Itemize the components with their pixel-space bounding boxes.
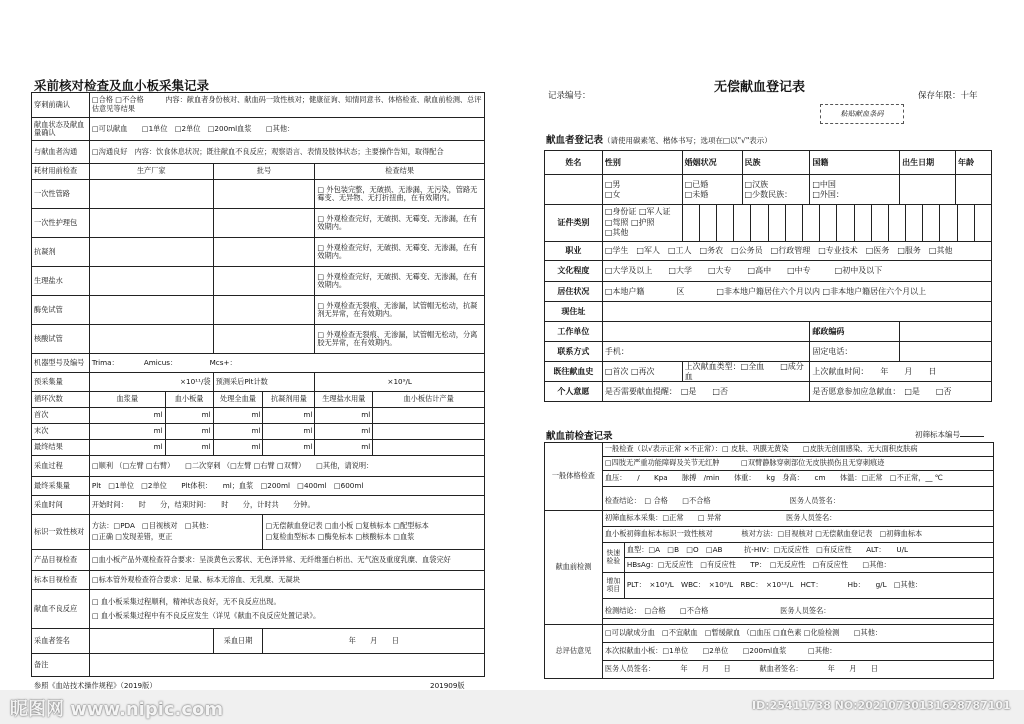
row-content: □标本管外观检查符合要求：足量、标本无溶血、无乳糜、无凝块 bbox=[89, 571, 484, 590]
table-row bbox=[32, 654, 485, 677]
row-label: 抗凝剂 bbox=[32, 238, 90, 267]
gender-option[interactable]: □男 bbox=[604, 180, 621, 190]
row-content: 预测采后Plt计数 bbox=[213, 373, 315, 392]
consumables-header bbox=[32, 164, 485, 180]
row-content: □可以献成分血 □不宜献血 □暂缓献血 （□血压 □血色素 □化验检测 □其他： bbox=[602, 625, 993, 643]
unit-text: ml bbox=[315, 408, 373, 424]
row-label: 献血前检测 bbox=[545, 511, 603, 625]
job-options[interactable]: □学生 □军人 □工人 □务农 □公务员 □行政管理 □专业技术 □医务 □服务 □其他 bbox=[602, 242, 991, 261]
header-cell: 生理盐水用量 bbox=[315, 392, 373, 408]
table-row bbox=[545, 527, 994, 543]
table-row bbox=[545, 511, 994, 527]
header-cell: 耗材用前检查 bbox=[32, 164, 90, 180]
sample-number-label: 初筛标本编号 bbox=[915, 430, 960, 439]
ethnic-option[interactable]: □少数民族： bbox=[744, 189, 793, 199]
table-row bbox=[32, 550, 485, 571]
table-row bbox=[32, 141, 485, 164]
row-label: 快速检验 bbox=[602, 543, 624, 573]
row-content: □ 外观检查完好，无破损、无霉变、无渗漏，在有效期内。 bbox=[315, 209, 485, 238]
table-row bbox=[545, 625, 994, 643]
row-content: 检查结论： □ 合格 □不合格 医务人员签名： bbox=[602, 493, 993, 511]
unit-text: ml bbox=[213, 408, 263, 424]
history-options[interactable]: □首次 □再次 bbox=[602, 362, 682, 382]
table-row bbox=[32, 477, 485, 496]
table-row bbox=[545, 661, 994, 679]
row-label: 标识一致性核对 bbox=[32, 515, 90, 550]
row-label: 机器型号及编号 bbox=[32, 354, 90, 373]
id-number-boxes[interactable] bbox=[682, 205, 991, 242]
row-content: 检测结论： □合格 □不合格 医务人员签名： bbox=[602, 605, 993, 619]
registration-table bbox=[544, 150, 992, 402]
row-content: □ 血小板采集过程顺利，精神状态良好，无不良反应出现。 bbox=[91, 596, 281, 606]
id-option[interactable]: □军人证 bbox=[638, 206, 671, 216]
row-content: □沟通良好 内容：饮食休息状况；既往献血不良反应；观察语言、表情及肢体状态；主要操作告知，取得配合 bbox=[89, 141, 484, 164]
retention-period: 保存年限：十年 bbox=[918, 91, 978, 101]
platelet-collection-table bbox=[31, 92, 485, 677]
unit-text: ml bbox=[315, 424, 373, 440]
header-cell: 出生日期 bbox=[900, 151, 956, 175]
row-content: □ 外观检查完好，无破损、无霉变、无渗漏，在有效期内。 bbox=[315, 238, 485, 267]
row-content: □血小板产品外观检查符合要求：呈淡黄色云雾状、无色泽异常、无纤维蛋白析出、无气泡及重度乳糜、血袋完好 bbox=[89, 550, 484, 571]
unit-text: ml bbox=[263, 440, 315, 456]
table-row bbox=[32, 629, 485, 654]
table-row bbox=[32, 238, 485, 267]
row-content: □正确 □发现差错，更正 bbox=[91, 532, 173, 541]
row-label: 核酸试管 bbox=[32, 325, 90, 354]
unit-text: ml bbox=[89, 440, 165, 456]
row-label: 既往献血史 bbox=[545, 362, 603, 382]
table-row bbox=[32, 571, 485, 590]
unit-text: ml bbox=[89, 424, 165, 440]
table-row bbox=[545, 322, 992, 342]
header-cell: 检查结果 bbox=[315, 164, 485, 180]
row-label: 首次 bbox=[32, 408, 90, 424]
row-content: HBsAg：□无反应性 □有反应性 TP： □无反应性 □有反应性 □其他： bbox=[624, 558, 993, 573]
table-row bbox=[545, 382, 992, 402]
residence-options[interactable]: □本地户籍 区 □非本地户籍居住六个月以内 □非本地户籍居住六个月以上 bbox=[602, 282, 991, 302]
right-form-title: 无偿献血登记表 bbox=[714, 80, 806, 95]
row-label: 最终结果 bbox=[32, 440, 90, 456]
table-row bbox=[32, 515, 485, 550]
footer-reference: 参照《血站技术操作规程》（2019版） bbox=[34, 681, 157, 690]
table-row bbox=[545, 362, 992, 382]
exam-table bbox=[544, 442, 994, 679]
table-row bbox=[32, 590, 485, 629]
last-time-field[interactable]: 上次献血时间： 年 月 日 bbox=[810, 362, 992, 382]
footer-version: 201909版 bbox=[430, 681, 465, 690]
row-label: 邮政编码 bbox=[810, 322, 900, 342]
watermark-brand: 昵图网 www.nipic.com bbox=[10, 699, 224, 720]
header-cell: 生产厂家 bbox=[89, 164, 213, 180]
table-row bbox=[545, 457, 994, 471]
row-content: □ 外观检查完好，无破损、无霉变、无渗漏，在有效期内。 bbox=[315, 267, 485, 296]
ethnic-option[interactable]: □汉族 bbox=[744, 180, 769, 190]
row-label: 末次 bbox=[32, 424, 90, 440]
unit-text: ml bbox=[165, 440, 213, 456]
table-row bbox=[545, 643, 994, 661]
header-cell: 循环次数 bbox=[32, 392, 90, 408]
row-label: 采血过程 bbox=[32, 456, 90, 477]
marriage-option[interactable]: □已婚 bbox=[684, 180, 709, 190]
table-row bbox=[32, 424, 485, 440]
row-label: 采血日期 bbox=[213, 629, 263, 654]
table-row bbox=[32, 118, 485, 141]
row-label: 联系方式 bbox=[545, 342, 603, 362]
row-content: Trima： Amicus： Mcs+： bbox=[89, 354, 484, 373]
table-row bbox=[32, 267, 485, 296]
record-number: 记录编号： bbox=[548, 91, 591, 101]
row-content: □ 血小板采集过程中有不良反应发生（详见《献血不良反应处置记录》。 bbox=[91, 611, 321, 620]
row-label: 献血不良反应 bbox=[32, 590, 90, 629]
row-content: 年 月 日 bbox=[263, 629, 485, 654]
zip-field[interactable] bbox=[900, 322, 992, 342]
table-row bbox=[32, 354, 485, 373]
row-content: 医务人员签名： 年 月 日 献血者签名： 年 月 日 bbox=[602, 661, 993, 679]
row-label: 标本目视检查 bbox=[32, 571, 90, 590]
table-row bbox=[545, 342, 992, 362]
marriage-option[interactable]: □未婚 bbox=[684, 189, 709, 199]
row-label: 工作单位 bbox=[545, 322, 603, 342]
unit-text: ml bbox=[165, 424, 213, 440]
header-cell: 血小板量 bbox=[165, 392, 213, 408]
mobile-field[interactable]: 手机： bbox=[602, 342, 810, 362]
row-label: 文化程度 bbox=[545, 261, 603, 282]
header-cell: 处理全血量 bbox=[213, 392, 263, 408]
table-row bbox=[545, 605, 994, 619]
row-label: 生理盐水 bbox=[32, 267, 90, 296]
table-row bbox=[545, 302, 992, 322]
header-cell: 血浆量 bbox=[89, 392, 165, 408]
last-type-options[interactable]: 上次献血类型：□全血 □成分血 bbox=[682, 362, 810, 382]
row-content: □ 外观检查无裂痕、无渗漏，试管帽无松动，抗凝剂无异常，在有效期内。 bbox=[315, 296, 485, 325]
header-cell: 民族 bbox=[742, 151, 810, 175]
section2-title: 献血前检查记录 bbox=[546, 431, 613, 442]
table-row bbox=[545, 242, 992, 261]
row-content: □ 外观检查无裂痕、无渗漏，试管帽无松动，分离胶无异常，在有效期内。 bbox=[315, 325, 485, 354]
row-content: □可以献血 □1单位 □2单位 □200ml血浆 □其他： bbox=[89, 118, 484, 141]
table-row bbox=[32, 209, 485, 238]
section-title bbox=[546, 132, 772, 146]
header-cell: 抗凝剂用量 bbox=[263, 392, 315, 408]
row-label: 证件类别 bbox=[545, 205, 603, 242]
sample-number bbox=[915, 431, 984, 440]
row-label: 一般体格检查 bbox=[545, 443, 603, 511]
id-option[interactable]: □护照 bbox=[630, 217, 655, 227]
row-content: 本次拟献血小板：□1单位 □2单位 □200ml血浆 □其他： bbox=[602, 643, 993, 661]
section1-note: （请使用碳素笔、楷体书写；选项在□以"√"表示） bbox=[603, 136, 772, 145]
table-row bbox=[545, 573, 994, 599]
nation-option[interactable]: □中国 bbox=[812, 180, 836, 190]
table-row bbox=[32, 325, 485, 354]
row-content: 血压： / Kpa 脉搏 /min 体重： kg 身高： cm 体温：□正常 □不正常，__ ℃ bbox=[602, 471, 993, 487]
phone-field[interactable]: 固定电话： bbox=[810, 342, 900, 362]
table-row bbox=[545, 205, 992, 242]
cycles-header bbox=[32, 392, 485, 408]
row-content: 开始时间： 时 分，结束时间： 时 分，计时共 分钟。 bbox=[89, 496, 484, 515]
table-row bbox=[545, 471, 994, 487]
table-row bbox=[32, 496, 485, 515]
row-content: 方法：□PDA □目视核对 □其他： bbox=[91, 521, 214, 531]
watermark-id: ID:25411738 NO:20210730131628787101 bbox=[752, 699, 1011, 712]
employer-field[interactable] bbox=[602, 322, 810, 342]
row-content: □ 外包装完整，无破损、无渗漏、无污染，管路无霉变、无异物、无打折扭曲，在有效期内。 bbox=[315, 180, 485, 209]
emergency-options[interactable]: 是否愿意参加应急献血： □是 □否 bbox=[810, 382, 992, 402]
row-content: 血小板初筛血标本标识一致性核对 核对方法：□目视核对 □无偿献血登记表 □初筛血标本 bbox=[602, 527, 993, 543]
unit-text: ×10¹¹/袋 bbox=[89, 373, 213, 392]
unit-text: ×10⁹/L bbox=[315, 373, 485, 392]
table-row bbox=[545, 175, 992, 205]
address-field[interactable] bbox=[602, 302, 991, 322]
row-content: 一般检查（以√表示正常 ×不正常）：□ 皮肤、巩膜无黄染 □皮肤无创面感染、无大面积皮肤病 bbox=[602, 443, 993, 457]
table-row bbox=[545, 493, 994, 511]
nation-option[interactable]: □外国： bbox=[812, 189, 844, 199]
table-row bbox=[32, 373, 485, 392]
row-content: □无偿献血登记表 □血小板 □复核标本 □配型标本 bbox=[265, 521, 429, 531]
barcode-placeholder: 粘贴献血条码 bbox=[820, 104, 904, 124]
row-content: 初筛血标本采集：□正常 □ 异常 医务人员签名： bbox=[602, 511, 993, 527]
row-label: 穿刺前确认 bbox=[32, 93, 90, 118]
table-row bbox=[32, 408, 485, 424]
section1-title: 献血者登记表 bbox=[546, 135, 604, 146]
row-label: 采血时间 bbox=[32, 496, 90, 515]
unit-text: ml bbox=[213, 424, 263, 440]
row-label: 增加项目 bbox=[602, 573, 624, 599]
row-content: □复检血型标本 □酶免标本 □核酸标本 □血浆 bbox=[265, 532, 415, 541]
table-row bbox=[545, 443, 994, 457]
row-label: 总评估意见 bbox=[545, 625, 603, 679]
row-label: 职业 bbox=[545, 242, 603, 261]
row-label: 现住址 bbox=[545, 302, 603, 322]
row-content: □合格 □不合格 内容：献血者身份核对、献血码一致性核对；健康征询、知情同意书、体格检查、献血前检测、总评估意见等结果 bbox=[89, 93, 484, 118]
reminder-options[interactable]: 是否需要献血提醒： □是 □否 bbox=[602, 382, 810, 402]
left-form-title: 采前核对检查及血小板采集记录 bbox=[34, 78, 210, 93]
header-cell: 婚姻状况 bbox=[682, 151, 742, 175]
unit-text: ml bbox=[315, 440, 373, 456]
id-option[interactable]: □驾照 bbox=[604, 217, 629, 227]
table-row bbox=[545, 261, 992, 282]
unit-text: ml bbox=[89, 408, 165, 424]
row-content: □四肢无严重功能障碍及关节无红肿 □双臂静脉穿刺部位无皮肤损伤且无穿刺痕迹 bbox=[602, 457, 993, 471]
row-content: Plt □1单位 □2单位 Plt体积： ml；血浆 □200ml □400ml □600ml bbox=[89, 477, 484, 496]
gender-option[interactable]: □女 bbox=[604, 189, 621, 199]
row-label: 最终采集量 bbox=[32, 477, 90, 496]
unit-text: ml bbox=[263, 408, 315, 424]
id-option[interactable]: □身份证 bbox=[604, 206, 637, 216]
table-row bbox=[32, 456, 485, 477]
row-label: 产品目视检查 bbox=[32, 550, 90, 571]
row-label: 酶免试管 bbox=[32, 296, 90, 325]
row-content: □顺利 （□左臂 □右臂） □二次穿刺 （□左臂 □右臂 □双臂） □其他，请说明： bbox=[89, 456, 484, 477]
row-label: 备注 bbox=[32, 654, 90, 677]
row-label: 预采集量 bbox=[32, 373, 90, 392]
header-cell: 年龄 bbox=[956, 151, 992, 175]
header-cell: 性别 bbox=[602, 151, 682, 175]
row-label: 一次性护理包 bbox=[32, 209, 90, 238]
row-label: 一次性管路 bbox=[32, 180, 90, 209]
table-row bbox=[545, 282, 992, 302]
row-label: 居住状况 bbox=[545, 282, 603, 302]
unit-text: ml bbox=[165, 408, 213, 424]
table-row bbox=[545, 543, 994, 558]
unit-text: ml bbox=[263, 424, 315, 440]
table-row bbox=[32, 180, 485, 209]
row-label: 个人意愿 bbox=[545, 382, 603, 402]
table-row bbox=[32, 440, 485, 456]
id-option[interactable]: □其他 bbox=[604, 228, 629, 238]
row-content: 血型：□A □B □O □AB 抗-HIV：□无反应性 □有反应性 ALT： U/L bbox=[624, 543, 993, 558]
row-label: 与献血者沟通 bbox=[32, 141, 90, 164]
row-label: 献血状态及献血量确认 bbox=[32, 118, 90, 141]
header-cell: 国籍 bbox=[810, 151, 900, 175]
table-row bbox=[32, 296, 485, 325]
header-cell: 血小板估计产量 bbox=[373, 392, 485, 408]
unit-text: ml bbox=[213, 440, 263, 456]
reg-header bbox=[545, 151, 992, 175]
education-options[interactable]: □大学及以上 □大学 □大专 □高中 □中专 □初中及以下 bbox=[602, 261, 991, 282]
row-content: PLT： ×10⁹/L WBC： ×10⁹/L RBC： ×10¹²/L HCT： Hb： g/L □其他： bbox=[624, 573, 993, 599]
table-row bbox=[32, 93, 485, 118]
header-cell: 姓名 bbox=[545, 151, 603, 175]
row-label: 采血者签名 bbox=[32, 629, 90, 654]
header-cell: 批号 bbox=[213, 164, 315, 180]
